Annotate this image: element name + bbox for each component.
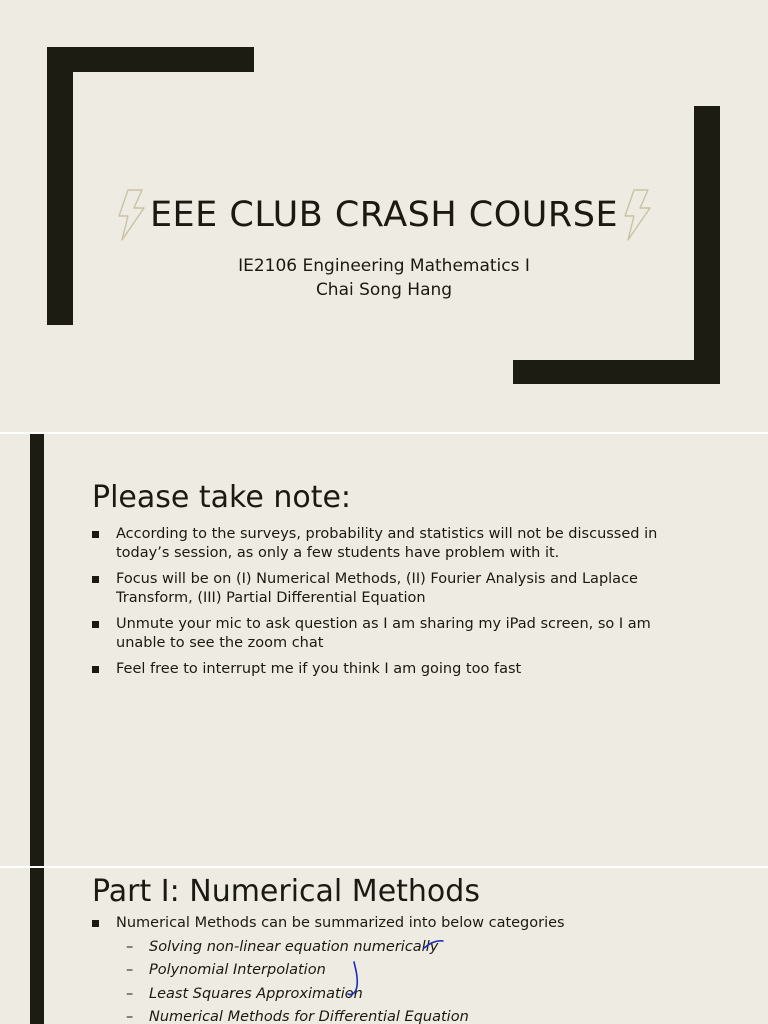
left-accent-bar: [30, 868, 44, 1024]
dash-marker: –: [126, 985, 134, 1002]
left-accent-bar: [30, 434, 44, 866]
sub-list-item: [126, 983, 469, 1006]
list-item: [92, 660, 692, 679]
sub-list-item: [126, 959, 469, 982]
notes-slide: [0, 434, 768, 866]
bullet-square-icon: [92, 621, 99, 628]
dash-marker: –: [126, 962, 134, 979]
course-code: IE2106 Engineering Mathematics I: [238, 256, 530, 276]
notes-heading: Please take note:: [92, 480, 352, 515]
note-text: Focus will be on (I) Numerical Methods, (II) Fourier Analysis and Laplace Transform, (III) Partial Differential Equation: [116, 571, 638, 606]
title-row: [0, 188, 768, 242]
bottom-right-bracket-vertical: [694, 106, 720, 384]
dash-marker: –: [126, 939, 134, 955]
sub-item-text: Least Squares Approximation: [149, 985, 363, 1002]
top-left-bracket-horizontal: [47, 47, 254, 72]
bullet-square-icon: [92, 531, 99, 538]
lightning-bolt-icon: [116, 188, 146, 242]
section-heading: Part I: Numerical Methods: [92, 874, 480, 909]
note-text: Unmute your mic to ask question as I am sharing my iPad screen, so I am unable to see the zoom chat: [116, 616, 651, 651]
dash-marker: –: [126, 1008, 134, 1024]
list-item: [92, 525, 692, 562]
bullet-square-icon: [92, 920, 99, 927]
notes-list: [92, 525, 692, 687]
lightning-bolt-icon: [622, 188, 652, 242]
list-item: [92, 914, 692, 933]
page-title: EEE CLUB CRASH COURSE: [149, 195, 619, 235]
sub-list-item: [126, 936, 469, 959]
list-item: [92, 570, 692, 607]
numerical-methods-slide: [0, 868, 768, 1024]
sub-list: [126, 936, 469, 1024]
sub-item-text: Solving non-linear equation numerically: [149, 939, 439, 955]
title-slide: [0, 0, 768, 432]
presenter-name: Chai Song Hang: [315, 280, 453, 300]
sub-item-text: Numerical Methods for Differential Equation: [149, 1008, 469, 1024]
bullet-square-icon: [92, 576, 99, 583]
sub-item-text: Polynomial Interpolation: [149, 962, 326, 979]
list-item: [92, 615, 692, 652]
sub-list-item: [126, 1006, 469, 1024]
note-text: According to the surveys, probability and statistics will not be discussed in today’s session, as only a few students have problem with it.: [116, 526, 658, 561]
bullet-square-icon: [92, 666, 99, 673]
bottom-right-bracket-horizontal: [513, 360, 720, 384]
bullet-text: Numerical Methods can be summarized into below categories: [116, 915, 565, 931]
note-text: Feel free to interrupt me if you think I am going too fast: [116, 661, 522, 677]
